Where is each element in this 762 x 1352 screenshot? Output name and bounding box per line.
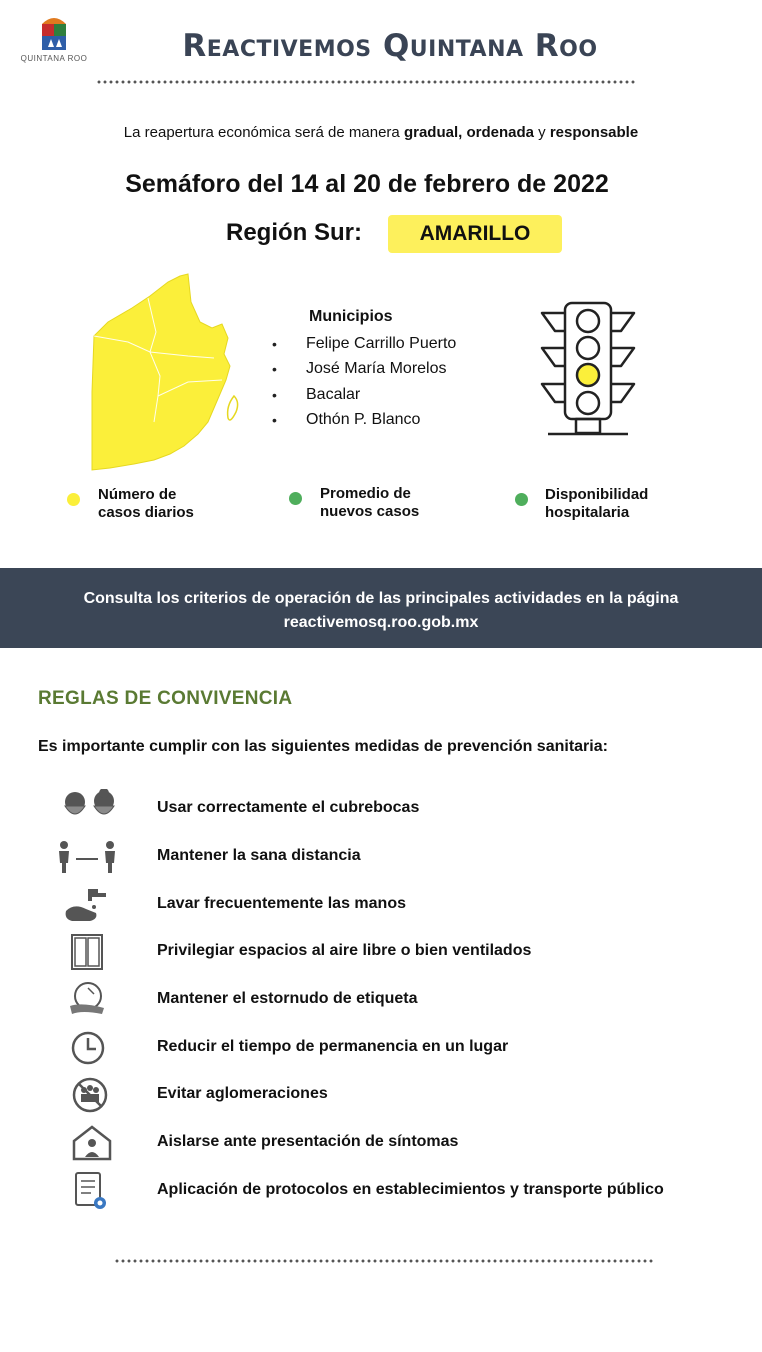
reopening-subtitle: La reapertura económica será de manera gradual, ordenada y responsable [123,124,639,141]
banner-link[interactable]: reactivemosq.roo.gob.mx [283,614,479,631]
criteria-banner [0,568,762,648]
rules-intro: Es importante cumplir con las siguientes medidas de prevención sanitaria: [38,738,608,755]
page-title: Reactivemos Quintana Roo [182,28,598,64]
rule-text: Evitar aglomeraciones [157,1085,328,1102]
logo-text: QUINTANA ROO [20,54,88,63]
rule-item [52,885,752,925]
rule-item [52,1075,752,1115]
indicator-label: Promedio de nuevos casos [320,485,420,520]
sneeze-etiquette-icon [52,980,128,1020]
protocol-checklist-icon [52,1171,128,1211]
rule-item [52,932,752,972]
indicator-label: Disponibilidad hospitalaria [545,486,649,521]
rule-text: Aislarse ante presentación de síntomas [157,1133,459,1150]
list-item: • José María Morelos [272,360,447,378]
region-map-icon [88,272,248,472]
semaforo-title: Semáforo del 14 al 20 de febrero de 2022 [125,170,609,198]
green-status-dot [515,493,528,506]
state-seal-icon [18,12,90,56]
face-mask-icon [52,789,128,829]
social-distance-icon [52,837,128,877]
hand-washing-icon [52,885,128,925]
quintana-roo-logo [18,12,90,72]
traffic-light-icon [538,300,638,440]
indicator-casos-diarios [67,486,194,522]
region-label: Región Sur: [226,219,362,246]
rule-text: Lavar frecuentemente las manos [157,895,406,912]
rule-text: Usar correctamente el cubrebocas [157,799,420,816]
green-status-dot [289,492,302,505]
rule-item [52,1028,752,1068]
indicator-promedio-nuevos-casos [289,485,419,521]
rule-text: Mantener la sana distancia [157,847,361,864]
ventilated-door-icon [52,932,128,972]
rules-heading: REGLAS DE CONVIVENCIA [38,688,293,709]
rule-text: Aplicación de protocolos en establecimientos y transporte público [157,1181,664,1198]
rule-text: Mantener el estornudo de etiqueta [157,990,418,1007]
banner-text: Consulta los criterios de operación de las principales actividades en la página [83,590,679,607]
rule-item [52,1171,752,1211]
rule-item [52,789,752,829]
top-dotted-divider [96,80,636,84]
municipios-list [272,331,456,433]
indicator-label: Número de casos diarios [98,486,194,521]
no-crowds-icon [52,1075,128,1115]
rule-item [52,837,752,877]
municipios-title: Municipios [309,308,393,325]
rule-item [52,980,752,1020]
bottom-dotted-divider [114,1259,654,1263]
yellow-status-dot [67,493,80,506]
indicator-disponibilidad-hospitalaria [515,486,648,522]
semaforo-color-badge: AMARILLO [388,215,562,253]
rule-item [52,1123,752,1163]
list-item: • Bacalar [272,385,361,403]
list-item: • Felipe Carrillo Puerto [272,334,457,352]
list-item: • Othón P. Blanco [272,411,421,429]
rule-text: Reducir el tiempo de permanencia en un lugar [157,1038,509,1055]
clock-icon [52,1028,128,1068]
home-isolation-icon [52,1123,128,1163]
rule-text: Privilegiar espacios al aire libre o bien ventilados [157,942,532,959]
